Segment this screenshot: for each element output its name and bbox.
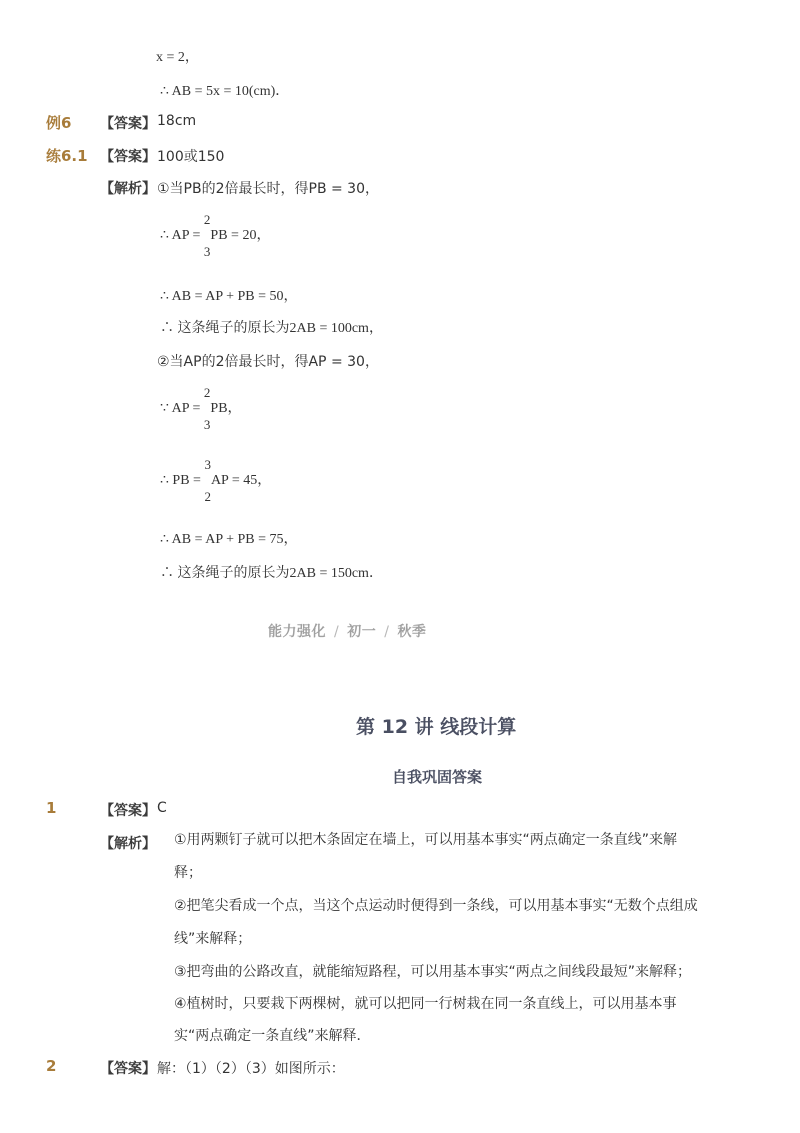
answer-value: C xyxy=(157,800,167,816)
page-footer xyxy=(268,621,426,641)
case-2-ab-equation: ∴ AB = AP + PB = 75， xyxy=(160,532,298,547)
footer-season: 秋季 xyxy=(397,624,427,640)
analysis-line: 释； xyxy=(174,865,202,881)
case-2-length: ∴ 这条绳子的原长为2AB = 150cm． xyxy=(160,566,383,581)
question-1-number: 1 xyxy=(46,799,57,817)
answer-value: 解：（1）（2）（3）如图所示： xyxy=(157,1061,345,1077)
lecture-title: 第 12 讲 线段计算 xyxy=(356,716,517,738)
analysis-tag: 【解析】 xyxy=(100,836,156,852)
analysis-line: ③把弯曲的公路改直，就能缩短路程，可以用基本事实“两点之间线段最短”来解释； xyxy=(174,964,692,980)
equation-suffix: AP = 45， xyxy=(210,473,272,489)
denominator: 3 xyxy=(203,417,211,432)
analysis-line: 线”来解释； xyxy=(174,931,252,947)
fraction xyxy=(204,455,211,507)
analysis-line: ①用两颗钉子就可以把木条固定在墙上，可以用基本事实“两点确定一条直线”来解 xyxy=(174,832,678,848)
question-2-number: 2 xyxy=(46,1057,57,1075)
equation-x-equals-2: x = 2， xyxy=(156,50,199,65)
equation-suffix: PB = 20， xyxy=(210,228,271,244)
case-2-statement: ②当AP的2倍最长时，得AP = 30， xyxy=(157,354,379,370)
case-1-length: ∴ 这条绳子的原长为2AB = 100cm， xyxy=(160,321,383,336)
answer-value: 100或150 xyxy=(157,149,225,165)
answer-tag: 【答案】 xyxy=(100,803,156,819)
equation-prefix: ∵ AP = xyxy=(160,401,204,417)
answer-tag: 【答案】 xyxy=(100,1061,156,1077)
case-1-statement: ①当PB的2倍最长时，得PB = 30， xyxy=(157,181,379,197)
fraction xyxy=(204,383,211,435)
analysis-line: ②把笔尖看成一个点，当这个点运动时便得到一条线，可以用基本事实“无数个点组成 xyxy=(174,898,698,914)
analysis-tag: 【解析】 xyxy=(100,181,156,197)
case-1-ab-equation: ∴ AB = AP + PB = 50， xyxy=(160,289,298,304)
case-2-pb-equation xyxy=(160,455,271,507)
equation-ab-result: ∴ AB = 5x = 10(cm)． xyxy=(160,84,290,99)
footer-course: 能力强化 xyxy=(268,624,326,640)
footer-grade: 初一 xyxy=(347,624,377,640)
equation-suffix: PB， xyxy=(210,401,242,417)
section-subtitle: 自我巩固答案 xyxy=(392,768,483,786)
case-1-ap-equation xyxy=(160,210,270,262)
equation-prefix: ∴ PB = xyxy=(160,473,205,489)
footer-separator: / xyxy=(384,624,390,640)
footer-separator: / xyxy=(334,624,340,640)
numerator: 2 xyxy=(203,385,211,400)
analysis-line: ④植树时，只要栽下两棵树，就可以把同一行树栽在同一条直线上，可以用基本事 xyxy=(174,996,677,1012)
equation-prefix: ∴ AP = xyxy=(160,228,204,244)
numerator: 2 xyxy=(203,212,211,227)
practice-6-1-label: 练6.1 xyxy=(46,147,88,165)
case-2-ap-equation xyxy=(160,383,242,435)
answer-tag: 【答案】 xyxy=(100,116,156,132)
answer-tag: 【答案】 xyxy=(100,149,156,165)
denominator: 2 xyxy=(204,489,211,504)
answer-value: 18cm xyxy=(157,113,197,129)
fraction xyxy=(204,210,211,262)
analysis-line: 实“两点确定一条直线”来解释． xyxy=(174,1028,371,1044)
example-6-label: 例6 xyxy=(46,114,72,132)
denominator: 3 xyxy=(203,244,211,259)
numerator: 3 xyxy=(204,457,211,472)
